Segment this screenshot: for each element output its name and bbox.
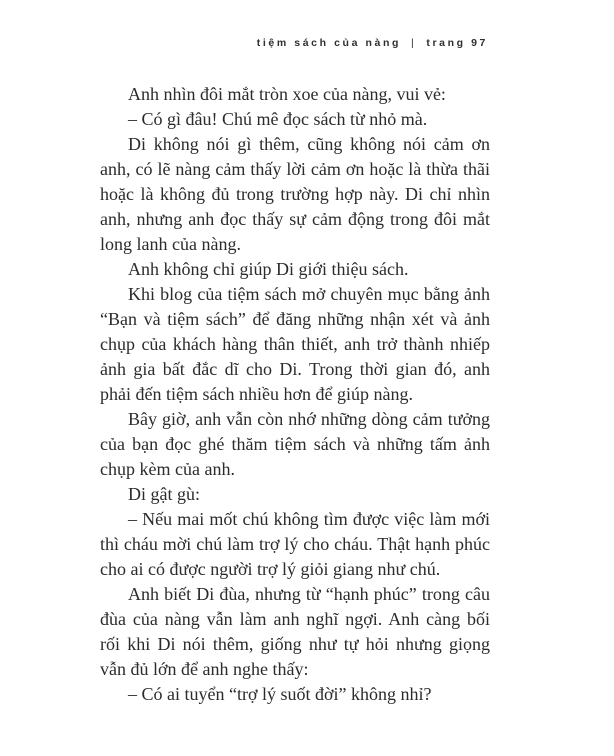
- running-header-book-title: tiệm sách của nàng: [256, 37, 402, 49]
- paragraph: Anh biết Di đùa, nhưng từ “hạnh phúc” trong câu đùa của nàng vẫn làm anh nghĩ ngợi. Anh càng bối rối khi Di nói thêm, giống như tự hỏi nhưng giọng vẫn đủ lớn để anh nghe thấy:: [100, 584, 490, 679]
- paragraph: Khi blog của tiệm sách mở chuyên mục bằng ảnh “Bạn và tiệm sách” để đăng những nhận xét và ảnh chụp của khách hàng thân thiết, anh trở thành nhiếp ảnh gia bất đắc dĩ cho Di. Trong thời gian đó, anh phải đến tiệm sách nhiều hơn để giúp nàng.: [100, 284, 490, 404]
- running-header-page-number: trang 97: [426, 37, 488, 49]
- paragraph: Bây giờ, anh vẫn còn nhớ những dòng cảm tưởng của bạn đọc ghé thăm tiệm sách và những tấm ảnh chụp kèm của anh.: [100, 409, 490, 479]
- paragraph: Di không nói gì thêm, cũng không nói cảm ơn anh, có lẽ nàng cảm thấy lời cảm ơn hoặc là thừa thãi hoặc là không đủ trong trường hợp này. Di chỉ nhìn anh, nhưng anh đọc thấy sự cảm động trong đôi mắt long lanh của nàng.: [100, 134, 490, 254]
- page-text-block: [100, 82, 490, 707]
- paragraph: Anh không chỉ giúp Di giới thiệu sách.: [128, 259, 409, 279]
- paragraph: – Có ai tuyển “trợ lý suốt đời” không nhỉ?: [128, 684, 432, 704]
- paragraph: Anh nhìn đôi mắt tròn xoe của nàng, vui vẻ:: [128, 84, 446, 104]
- running-header-separator: |: [411, 37, 417, 49]
- running-header: [100, 37, 488, 49]
- paragraph: – Có gì đâu! Chú mê đọc sách từ nhỏ mà.: [128, 109, 428, 129]
- paragraph: – Nếu mai mốt chú không tìm được việc làm mới thì cháu mời chú làm trợ lý cho cháu. Thật hạnh phúc cho ai có được người trợ lý giỏi giang như chú.: [100, 509, 490, 579]
- paragraph: Di gật gù:: [128, 484, 200, 504]
